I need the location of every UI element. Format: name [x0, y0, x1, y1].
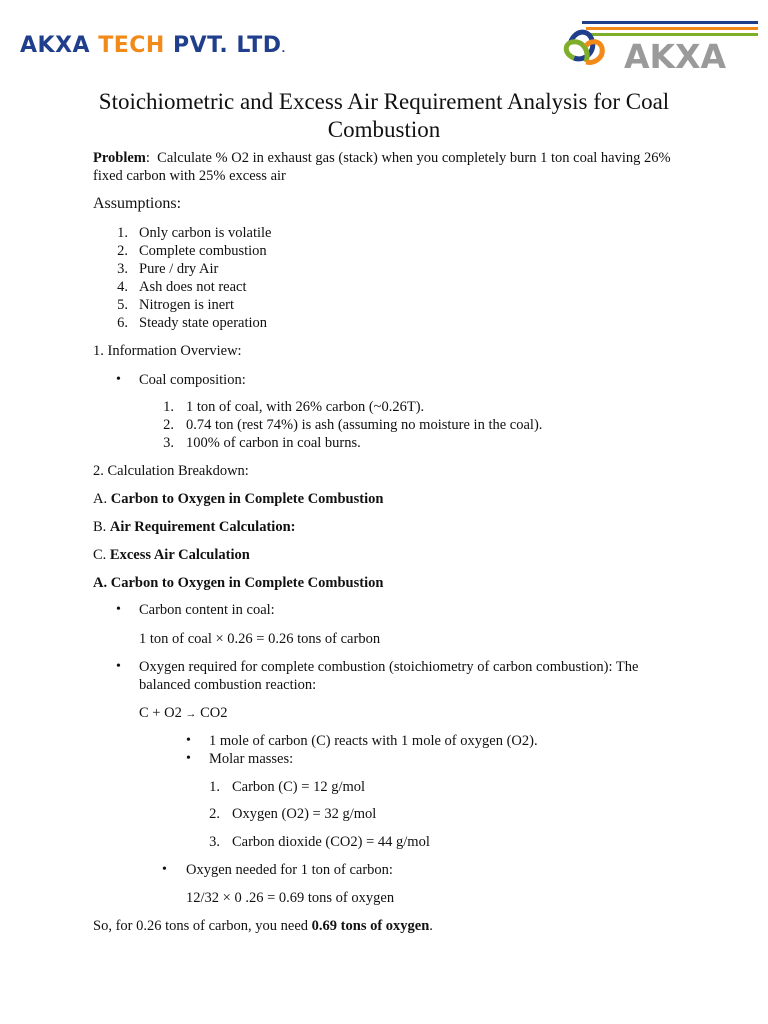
molar-number: 2.	[209, 806, 220, 822]
arrow-right-icon: →	[185, 708, 197, 720]
molar-item: Oxygen (O2) = 32 g/mol	[232, 806, 377, 822]
assumption-number: 6.	[117, 315, 128, 331]
section-a-heading	[93, 574, 383, 592]
assumption-item: Pure / dry Air	[139, 261, 219, 277]
composition-number: 2.	[163, 417, 174, 433]
assumptions-heading: Assumptions:	[93, 195, 182, 212]
company-name	[20, 33, 286, 58]
problem-text: Calculate % O2 in exhaust gas (stack) when you completely burn 1 ton coal having 26% fixed carbon with 25% excess air	[93, 150, 671, 184]
breakdown-item-a	[93, 490, 383, 508]
reaction-products: CO2	[200, 705, 228, 721]
problem-statement	[93, 149, 673, 185]
carbon-content-label: Carbon content in coal:	[139, 602, 275, 618]
bullet-icon: •	[116, 659, 121, 674]
assumption-number: 2.	[117, 243, 128, 259]
assumption-number: 3.	[117, 261, 128, 277]
breakdown-label: Air Requirement Calculation:	[109, 519, 296, 535]
logo-stripes-icon	[582, 21, 758, 36]
problem-label: Problem	[93, 150, 146, 166]
logo-knot-icon	[566, 32, 602, 62]
assumption-item: Nitrogen is inert	[139, 297, 235, 313]
oxygen-needed-label: Oxygen needed for 1 ton of carbon:	[186, 862, 393, 878]
molar-item: Carbon dioxide (CO2) = 44 g/mol	[232, 834, 430, 850]
company-name-pvt-ltd: PVT. LTD	[173, 33, 282, 58]
breakdown-prefix: A.	[93, 491, 111, 507]
assumption-item: Complete combustion	[139, 243, 267, 259]
breakdown-label: Excess Air Calculation	[109, 547, 250, 563]
mole-ratio-text: 1 mole of carbon (C) reacts with 1 mole of oxygen (O2).	[209, 733, 538, 749]
conclusion	[93, 917, 433, 935]
document-title: Stoichiometric and Excess Air Requirement Analysis for Coal Combustion	[98, 89, 670, 142]
bullet-icon: •	[186, 733, 191, 748]
company-name-akxa: AKXA	[20, 33, 99, 58]
section-2-heading: 2. Calculation Breakdown:	[93, 463, 249, 479]
assumption-number: 4.	[117, 279, 128, 295]
section-a-heading-text: A. Carbon to Oxygen in Complete Combustion	[93, 575, 384, 591]
assumption-item: Ash does not react	[139, 279, 247, 295]
bullet-icon: •	[116, 602, 121, 617]
assumption-number: 5.	[117, 297, 128, 313]
breakdown-prefix: B.	[93, 519, 110, 535]
composition-item: 0.74 ton (rest 74%) is ash (assuming no moisture in the coal).	[186, 417, 543, 433]
breakdown-item-c	[93, 546, 250, 564]
molar-number: 1.	[209, 779, 220, 795]
reaction-reactants: C + O2	[139, 705, 182, 721]
molar-number: 3.	[209, 834, 220, 850]
bullet-icon: •	[162, 862, 167, 877]
coal-composition-label: Coal composition:	[139, 372, 246, 388]
composition-item: 100% of carbon in coal burns.	[186, 435, 361, 451]
section-1-heading: 1. Information Overview:	[93, 343, 242, 359]
assumption-item: Steady state operation	[139, 315, 268, 331]
breakdown-prefix: C.	[93, 547, 110, 563]
company-name-tech: TECH	[98, 33, 173, 58]
oxygen-needed-formula: 12/32 × 0 .26 = 0.69 tons of oxygen	[186, 890, 395, 906]
breakdown-label: Carbon to Oxygen in Complete Combustion	[110, 491, 384, 507]
combustion-reaction	[139, 704, 227, 723]
conclusion-period: .	[429, 918, 433, 934]
composition-number: 1.	[163, 399, 174, 415]
composition-number: 3.	[163, 435, 174, 451]
conclusion-text: So, for 0.26 tons of carbon, you need	[93, 918, 312, 934]
assumption-item: Only carbon is volatile	[139, 225, 272, 241]
molar-masses-label: Molar masses:	[209, 751, 294, 767]
company-name-dot: .	[281, 44, 286, 55]
akxa-logo	[560, 18, 760, 72]
carbon-content-formula: 1 ton of coal × 0.26 = 0.26 tons of carbon	[139, 631, 381, 647]
problem-colon: :	[145, 150, 150, 166]
bullet-icon: •	[186, 751, 191, 766]
breakdown-item-b	[93, 518, 295, 536]
assumption-number: 1.	[117, 225, 128, 241]
conclusion-value: 0.69 tons of oxygen	[311, 918, 430, 934]
molar-item: Carbon (C) = 12 g/mol	[232, 779, 366, 795]
logo-text: AKXA	[624, 37, 727, 72]
bullet-icon: •	[116, 372, 121, 387]
composition-item: 1 ton of coal, with 26% carbon (~0.26T).	[186, 399, 425, 415]
oxygen-required-text: Oxygen required for complete combustion (stoichiometry of carbon combustion): The balanced combustion reaction:	[139, 659, 639, 693]
